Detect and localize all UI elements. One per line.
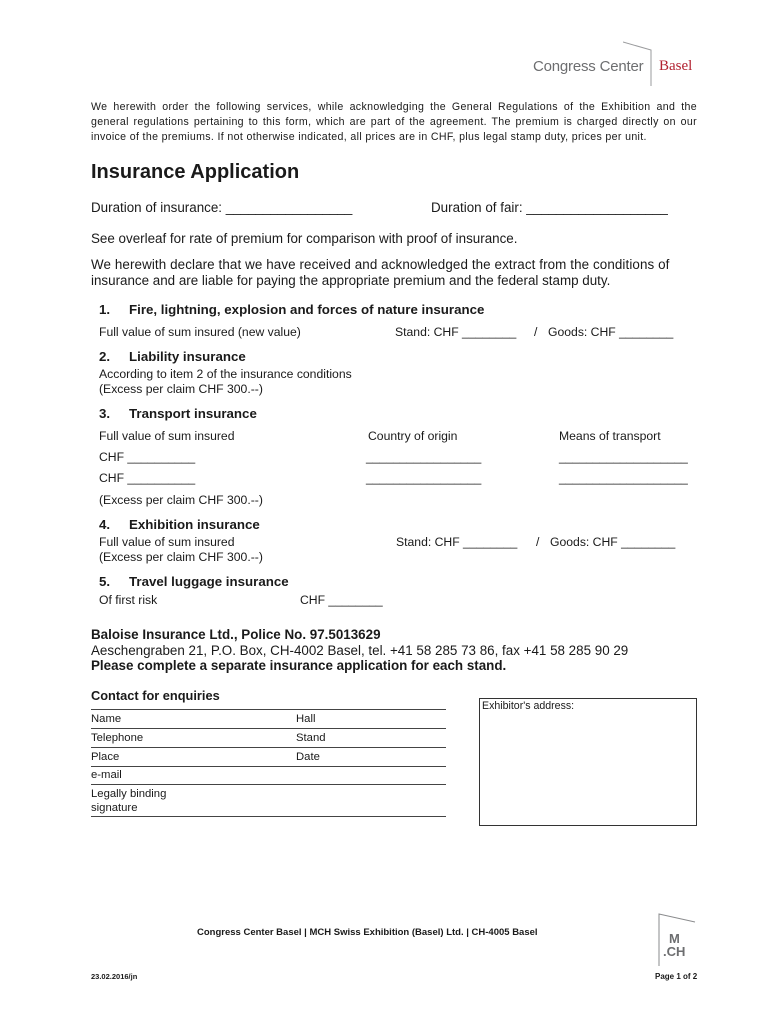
section-3-col-sum: Full value of sum insured [99,429,235,443]
section-4-title: Exhibition insurance [129,517,260,532]
section-4-slash: / [536,535,540,549]
section-5-chf: CHF ________ [300,593,383,607]
contact-place-label: Place [91,751,120,763]
section-3-heading [99,406,257,421]
baloise-line-1: Baloise Insurance Ltd., Police No. 97.5013629 [91,627,381,642]
logo [530,40,700,90]
contact-name-label: Name [91,713,122,725]
section-3-col-means: Means of transport [559,429,661,443]
contact-signature-label-2: signature [91,802,138,814]
contact-divider [91,747,446,748]
duration-insurance: Duration of insurance: _________________ [91,200,353,215]
section-5-number: 5. [99,574,111,589]
section-1-stand: Stand: CHF ________ [395,325,517,339]
section-1-title: Fire, lightning, explosion and forces of nature insurance [129,302,485,317]
section-4-line-2: (Excess per claim CHF 300.--) [99,550,263,564]
section-4-goods: Goods: CHF ________ [550,535,676,549]
contact-divider [91,784,446,785]
exhibitor-address-box[interactable] [479,698,697,826]
contact-date-label: Date [296,751,320,763]
section-3-col-country: Country of origin [368,429,458,443]
section-2-title: Liability insurance [129,349,246,364]
section-1-slash: / [534,325,538,339]
section-3-number: 3. [99,406,111,421]
section-1-number: 1. [99,302,111,317]
contact-divider [91,728,446,729]
contact-divider [91,766,446,767]
section-3-excess: (Excess per claim CHF 300.--) [99,493,263,507]
logo-text: Congress Center [533,58,644,75]
declaration-line-2: insurance and are liable for paying the appropriate premium and the federal stamp duty. [91,273,611,288]
contact-divider [91,709,446,710]
contact-divider [91,816,446,817]
section-3-chf-1: CHF __________ [99,450,196,464]
intro-paragraph: We herewith order the following services, while acknowledging the General Regulations of the Exhibition and the general regulations pertaining to this form, which are part of the agreement. The premium is charged directly on our invoice of the premiums. If not otherwise indicated, all prices are in CHF, plus legal stamp duty, prices per unit. [91,101,697,143]
section-2-number: 2. [99,349,111,364]
baloise-line-3: Please complete a separate insurance application for each stand. [91,658,507,673]
footer-center: Congress Center Basel | MCH Swiss Exhibition (Basel) Ltd. | CH-4005 Basel [197,927,538,938]
contact-stand-label: Stand [296,732,326,744]
section-3-chf-2: CHF __________ [99,471,196,485]
section-1-goods: Goods: CHF ________ [548,325,674,339]
section-5-label: Of first risk [99,593,158,607]
section-3-country-2: _________________ [366,471,482,485]
duration-fair: Duration of fair: ___________________ [431,200,668,215]
section-1-label: Full value of sum insured (new value) [99,325,301,339]
mch-logo-ch: .CH [663,944,686,959]
contact-heading: Contact for enquiries [91,688,220,703]
section-1-heading [99,302,484,317]
section-5-title: Travel luggage insurance [129,574,289,589]
contact-email-label: e-mail [91,769,122,781]
logo-city: Basel [659,58,693,74]
section-5-heading [99,574,289,589]
section-2-line-1: According to item 2 of the insurance conditions [99,367,352,381]
section-4-heading [99,517,260,532]
section-4-stand: Stand: CHF ________ [396,535,518,549]
section-4-line-1: Full value of sum insured [99,535,235,549]
section-4-number: 4. [99,517,111,532]
mch-logo [657,912,697,968]
mch-logo-m: M [669,931,680,946]
section-3-country-1: _________________ [366,450,482,464]
overleaf-note: See overleaf for rate of premium for comparison with proof of insurance. [91,231,518,246]
section-3-means-2: ___________________ [559,471,688,485]
baloise-line-2: Aeschengraben 21, P.O. Box, CH-4002 Basel, tel. +41 58 285 73 86, fax +41 58 285 90 29 [91,643,629,658]
contact-signature-label-1: Legally binding [91,788,167,800]
footer-date: 23.02.2016/jn [91,972,138,981]
contact-hall-label: Hall [296,713,316,725]
exhibitor-address-label: Exhibitor's address: [482,700,575,712]
section-2-heading [99,349,246,364]
section-3-title: Transport insurance [129,406,257,421]
section-3-means-1: ___________________ [559,450,688,464]
footer-page: Page 1 of 2 [655,972,698,981]
section-2-line-2: (Excess per claim CHF 300.--) [99,382,263,396]
contact-telephone-label: Telephone [91,732,144,744]
page-title: Insurance Application [91,161,300,183]
declaration-line-1: We herewith declare that we have received and acknowledged the extract from the conditions of [91,257,670,272]
